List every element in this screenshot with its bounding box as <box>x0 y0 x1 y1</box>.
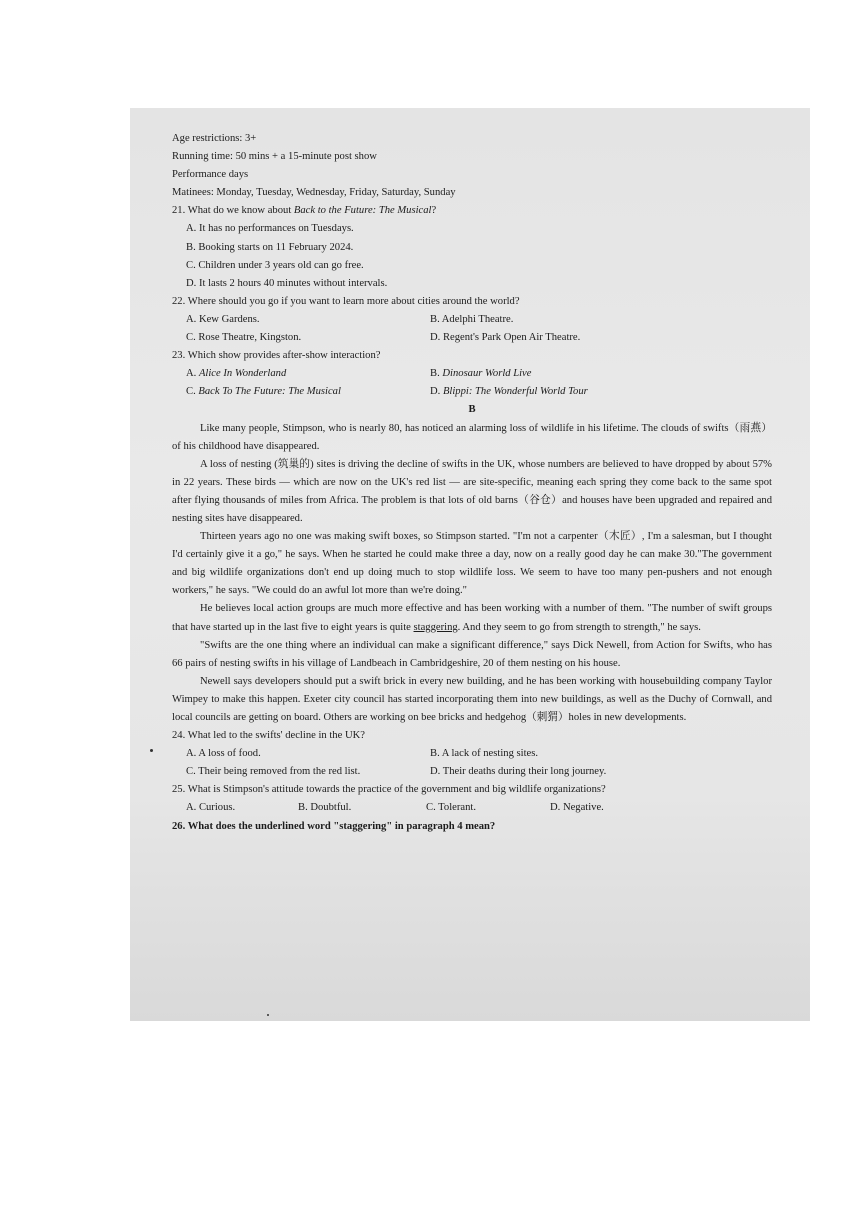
page-text <box>172 130 772 836</box>
q24-option-c: C. Their being removed from the red list. <box>186 766 361 778</box>
q21-stem-end: ? <box>431 205 437 217</box>
q23-c-title: Back To The Future: The Musical <box>198 386 341 398</box>
q23-a-title: Alice In Wonderland <box>198 368 287 380</box>
section-heading: B <box>468 404 476 416</box>
q22-option-b: B. Adelphi Theatre. <box>430 313 514 325</box>
q23-b-title: Dinosaur World Live <box>442 368 532 380</box>
passage-paragraph-4 <box>172 600 772 636</box>
q23-d-title: Blippi: The Wonderful World Tour <box>442 386 588 398</box>
q23-b-label: B. <box>430 368 443 380</box>
q22-option-a: A. Kew Gardens. <box>186 313 260 325</box>
q21-option-d: D. It lasts 2 hours 40 minutes without intervals. <box>186 277 388 289</box>
q23-options-row-2 <box>172 383 772 401</box>
q22-option-c: C. Rose Theatre, Kingston. <box>186 332 302 344</box>
q22-options-row-2 <box>172 329 772 347</box>
q21-option-c: C. Children under 3 years old can go free. <box>186 259 364 271</box>
q23-option-c <box>186 383 430 401</box>
q21-option-b: B. Booking starts on 11 February 2024. <box>186 241 354 253</box>
q23-options-row-1 <box>172 365 772 383</box>
question-25-stem: 25. What is Stimpson's attitude towards the practice of the government and big wildlife organizations? <box>172 784 606 796</box>
q24-options-row-2 <box>172 763 772 781</box>
q24-option-b: B. A lack of nesting sites. <box>430 748 538 760</box>
question-24-stem: 24. What led to the swifts' decline in the UK? <box>172 730 365 742</box>
q25-option-d: D. Negative. <box>550 802 604 814</box>
q21-stem-title: Back to the Future: The Musical <box>293 205 432 217</box>
question-26-stem: 26. What does the underlined word "staggering" in paragraph 4 mean? <box>172 820 496 832</box>
q23-option-a <box>186 365 430 383</box>
performance-days: Performance days <box>172 169 249 181</box>
q21-option-a: A. It has no performances on Tuesdays. <box>186 223 354 235</box>
passage-paragraph-5: "Swifts are the one thing where an individual can make a significant difference," says Dick Newell, from Action for Swifts, who has 66 pairs of nesting swifts in his village of Landbeach in Cambridgeshire, 20 of them nesting on his house. <box>172 639 772 669</box>
q23-c-label: C. <box>186 386 199 398</box>
q23-d-label: D. <box>430 386 443 398</box>
margin-dot-left <box>150 749 153 752</box>
q23-a-label: A. <box>186 368 199 380</box>
q24-option-d: D. Their deaths during their long journey. <box>430 766 607 778</box>
q22-options-row-1 <box>172 311 772 329</box>
q25-option-c: C. Tolerant. <box>426 802 476 814</box>
q23-option-d <box>430 383 588 401</box>
q25-option-a: A. Curious. <box>186 802 236 814</box>
running-time: Running time: 50 mins + a 15-minute post show <box>172 151 377 163</box>
question-23-stem: 23. Which show provides after-show interaction? <box>172 350 381 362</box>
margin-dot-bottom <box>267 1014 269 1016</box>
q25-option-b: B. Doubtful. <box>298 802 352 814</box>
question-22-stem: 22. Where should you go if you want to learn more about cities around the world? <box>172 295 520 307</box>
q21-stem-text: 21. What do we know about <box>172 205 294 217</box>
question-21-stem <box>172 202 772 220</box>
passage-paragraph-6: Newell says developers should put a swift brick in every new building, and he has been working with housebuilding company Taylor Wimpey to make this happen. Exeter city council has started incorporating them into new buildings, as well as the Duchy of Cornwall, and local councils are getting on board. Others are working on bee bricks and hedgehog（刺猬）holes in new developments. <box>172 675 772 723</box>
underlined-word: staggering <box>413 621 458 633</box>
q23-option-b <box>430 365 531 383</box>
q25-options <box>172 799 772 817</box>
p4-text-before: He believes local action groups are much more effective and has been working with a number of them. "The number of swift groups that have started up in the last five to eight years is quite <box>172 603 772 633</box>
q24-option-a: A. A loss of food. <box>186 748 261 760</box>
p4-text-after: . And they seem to go from strength to strength," he says. <box>457 621 701 633</box>
passage-paragraph-2: A loss of nesting (筑巢的) sites is driving the decline of swifts in the UK, whose numbers are believed to have dropped by about 57% in 22 years. These birds — which are now on the UK's red list — are site-specific, meaning each spring they come back to the same spot after flying thousands of miles from Africa. The problem is that lots of old barns（谷仓）and houses have been upgraded and repaired and nesting sites have disappeared. <box>172 458 772 524</box>
q24-options-row-1 <box>172 745 772 763</box>
age-restrictions: Age restrictions: 3+ <box>172 133 257 144</box>
matinees: Matinees: Monday, Tuesday, Wednesday, Friday, Saturday, Sunday <box>172 187 456 199</box>
passage-paragraph-1: Like many people, Stimpson, who is nearly 80, has noticed an alarming loss of wildlife in his lifetime. The clouds of swifts（雨燕） of his childhood have disappeared. <box>172 422 772 452</box>
passage-paragraph-3: Thirteen years ago no one was making swift boxes, so Stimpson started. "I'm not a carpenter（木匠）, I'm a salesman, but I thought I'd certainly give it a go," he says. When he started he could make three a day, now on a really good day he can make 30."The government and big wildlife organizations don't end up doing much to stop wildlife loss. We seem to have too many pen-pushers and not enough workers," he says. "We could do an awful lot more than we're doing." <box>172 531 772 597</box>
photographed-page <box>130 108 810 1021</box>
q22-option-d: D. Regent's Park Open Air Theatre. <box>430 332 581 344</box>
